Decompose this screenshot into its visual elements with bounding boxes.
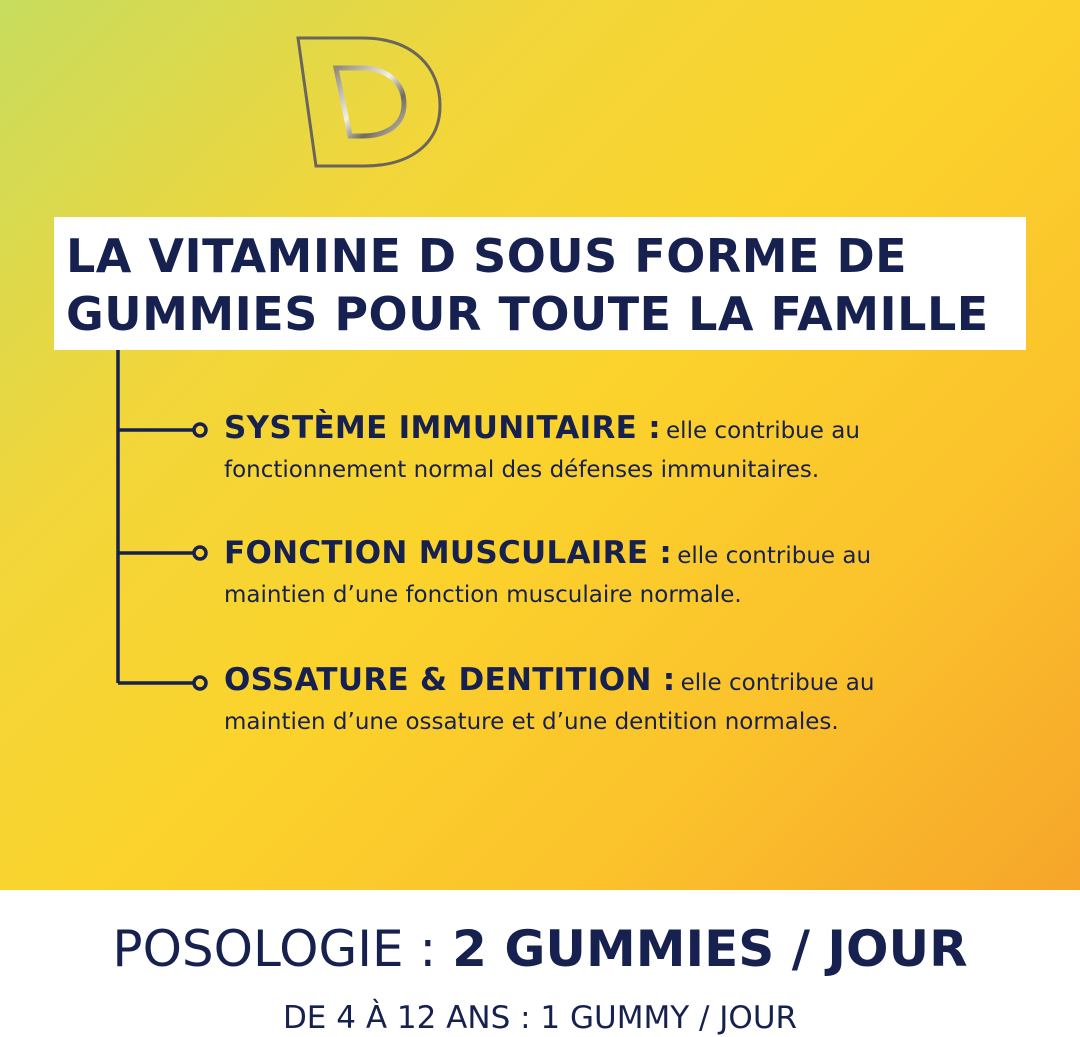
bullet-1-icon <box>194 424 206 436</box>
dosage-label: POSOLOGIE : <box>112 920 453 978</box>
benefit-text-end: maintien d’une fonction musculaire normale. <box>224 582 742 608</box>
benefit-heading: SYSTÈME IMMUNITAIRE : <box>224 410 661 446</box>
benefit-text-start: elle contribue au <box>666 418 860 444</box>
benefit-text-start: elle contribue au <box>677 543 872 569</box>
dosage-line <box>0 918 1080 980</box>
benefit-text-end: maintien d’une ossature et d’une dentition normales. <box>224 709 839 735</box>
benefit-heading: FONCTION MUSCULAIRE : <box>224 535 673 571</box>
bullet-3-icon <box>194 677 206 689</box>
children-dosage: DE 4 À 12 ANS : 1 GUMMY / JOUR <box>282 1000 798 1036</box>
benefit-bones-teeth <box>224 660 1014 740</box>
benefit-text-start: elle contribue au <box>680 670 875 696</box>
benefit-text-end: fonctionnement normal des défenses immunitaires. <box>224 457 820 483</box>
benefit-immune <box>224 408 1014 488</box>
benefit-heading: OSSATURE & DENTITION : <box>224 662 676 698</box>
title-line-1: LA VITAMINE D SOUS FORME DE <box>66 229 908 283</box>
dosage-panel <box>0 890 1080 1037</box>
benefit-muscle <box>224 533 1014 613</box>
dosage-value: 2 GUMMIES / JOUR <box>452 920 968 978</box>
title-line-2: GUMMIES POUR TOUTE LA FAMILLE <box>66 287 989 341</box>
bullet-2-icon <box>194 547 206 559</box>
